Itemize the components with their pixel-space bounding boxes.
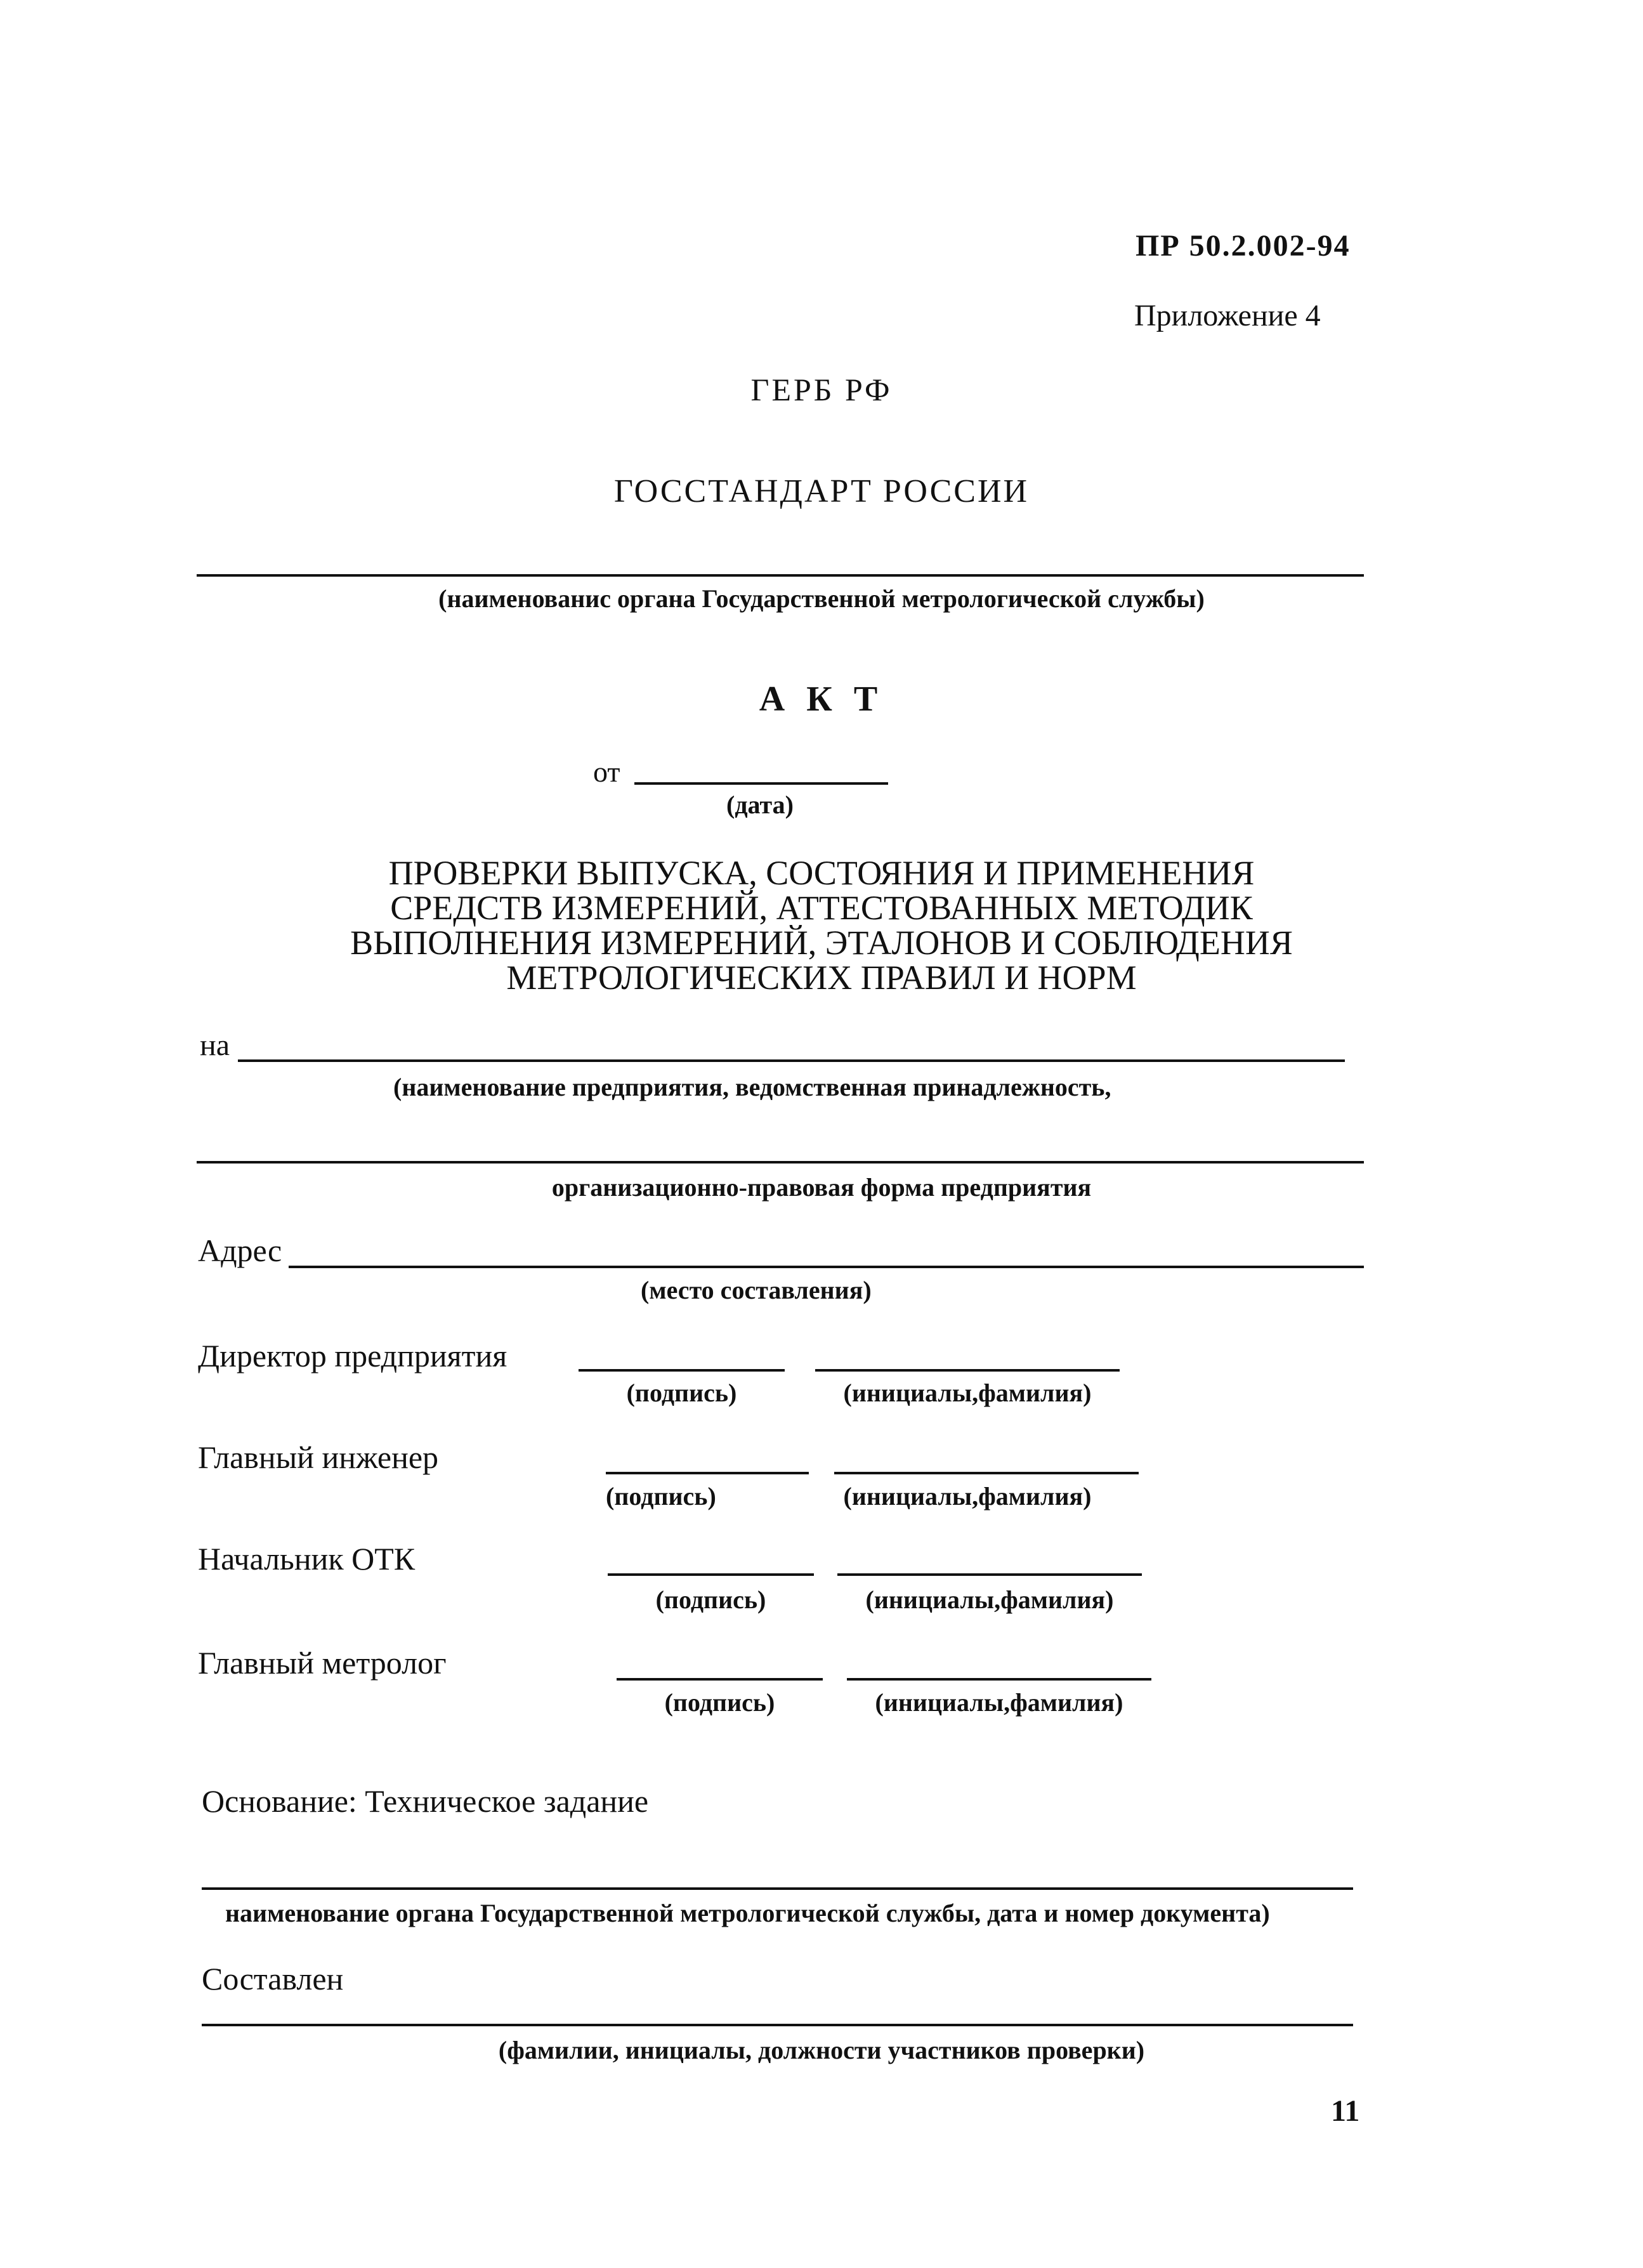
enterprise-caption: (наименование предприятия, ведомственная принадлежность,	[393, 1073, 1111, 1101]
signatory-role: Главный инженер	[198, 1439, 439, 1475]
agency-name: ГОССТАНДАРТ РОССИИ	[613, 473, 1030, 509]
signatory-role: Главный метролог	[198, 1645, 447, 1681]
legal-form-line	[197, 1161, 1364, 1163]
agency-line	[197, 574, 1364, 577]
compiled-label: Составлен	[202, 1961, 344, 1996]
signature-line	[579, 1369, 785, 1372]
signatory-role: Директор предприятия	[198, 1338, 507, 1373]
appendix-label: Приложение 4	[1134, 299, 1321, 332]
address-line	[289, 1266, 1364, 1268]
name-line	[837, 1573, 1142, 1576]
signature-caption: (подпись)	[606, 1482, 716, 1511]
signature-caption: (подпись)	[626, 1379, 737, 1407]
address-caption: (место составления)	[641, 1276, 872, 1304]
compiled-caption: (фамилии, инициалы, должности участников проверки)	[498, 2036, 1145, 2064]
name-caption: (инициалы,фамилия)	[843, 1379, 1092, 1407]
signature-line	[608, 1573, 814, 1576]
date-line	[634, 782, 888, 785]
agency-caption: (наименованис органа Государственной метрологической службы)	[438, 584, 1205, 613]
subject-line-2: СРЕДСТВ ИЗМЕРЕНИЙ, АТТЕСТОВАННЫХ МЕТОДИК	[390, 889, 1253, 927]
act-title: А К Т	[759, 679, 884, 719]
name-caption: (инициалы,фамилия)	[875, 1688, 1123, 1717]
on-prefix: на	[200, 1028, 230, 1062]
subject-line-3: ВЫПОЛНЕНИЯ ИЗМЕРЕНИЙ, ЭТАЛОНОВ И СОБЛЮДЕНИЯ	[350, 924, 1293, 962]
page-number: 11	[1331, 2094, 1360, 2128]
name-caption: (инициалы,фамилия)	[865, 1585, 1114, 1614]
signatory-role: Начальник ОТК	[198, 1541, 416, 1576]
name-line	[834, 1472, 1139, 1474]
basis-line	[202, 1887, 1353, 1890]
date-prefix: от	[593, 756, 620, 788]
signature-caption: (подпись)	[664, 1688, 775, 1717]
basis-caption: наименование органа Государственной метрологической службы, дата и номер документа)	[225, 1899, 1270, 1927]
document-code: ПР 50.2.002-94	[1136, 229, 1351, 263]
signature-caption: (подпись)	[655, 1585, 766, 1614]
legal-form-caption: организационно-правовая форма предприятия	[551, 1173, 1092, 1202]
name-line	[847, 1678, 1151, 1681]
name-line	[815, 1369, 1120, 1372]
basis-text: Основание: Техническое задание	[202, 1783, 649, 1819]
date-caption: (дата)	[726, 790, 794, 819]
subject-line-4: МЕТРОЛОГИЧЕСКИХ ПРАВИЛ И НОРМ	[506, 959, 1137, 997]
address-label: Адрес	[198, 1233, 282, 1268]
signature-line	[617, 1678, 823, 1681]
compiled-line	[202, 2024, 1353, 2026]
enterprise-line	[238, 1059, 1345, 1062]
name-caption: (инициалы,фамилия)	[843, 1482, 1092, 1511]
signature-line	[606, 1472, 809, 1474]
emblem-placeholder-text: ГЕРБ РФ	[750, 372, 893, 407]
subject-line-1: ПРОВЕРКИ ВЫПУСКА, СОСТОЯНИЯ И ПРИМЕНЕНИЯ	[388, 854, 1255, 892]
